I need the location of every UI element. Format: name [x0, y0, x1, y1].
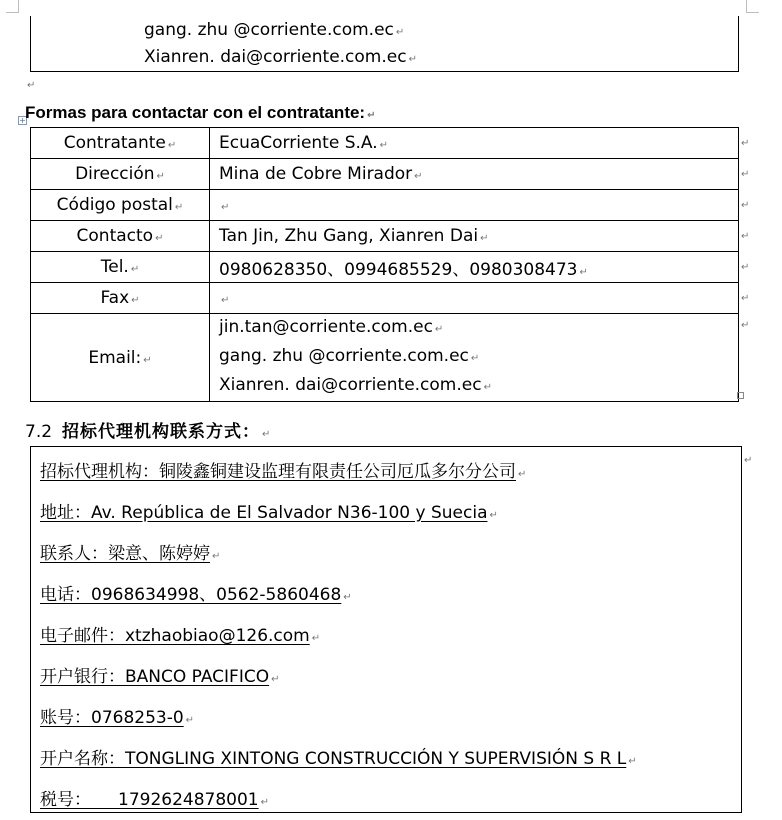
table-row [31, 128, 739, 159]
row-label: Dirección ↵ [31, 159, 210, 190]
row-label: Contratante ↵ [31, 128, 210, 159]
contact-table [30, 127, 739, 402]
table-resize-handle[interactable] [737, 392, 744, 399]
email-value: jin.tan@corriente.com.ec [219, 317, 433, 337]
row-label: Contacto ↵ [31, 221, 210, 252]
agency-name-line: 招标代理机构：铜陵鑫铜建设监理有限责任公司厄瓜多尔分公司 ↵ [40, 462, 527, 482]
continued-email-line: Xianren. dai@corriente.com.ec ↵ [144, 47, 417, 67]
continued-email-line: gang. zhu @corriente.com.ec ↵ [144, 20, 405, 40]
row-value: 0980628350、0994685529、0980308473 ↵ [210, 252, 739, 283]
row-value: Mina de Cobre Mirador ↵ [210, 159, 739, 190]
row-value: jin.tan@corriente.com.ec ↵ gang. zhu @corriente.com.ec ↵ Xianren. dai@corriente.com.ec ↵ [210, 314, 739, 402]
agency-address-line: 地址：Av. República de El Salvador N36-100 y Suecia ↵ [40, 503, 498, 523]
paragraph-mark: ↵ [27, 80, 36, 91]
row-label: Email: ↵ [31, 314, 210, 402]
table-row [31, 221, 739, 252]
row-label: Código postal ↵ [31, 190, 210, 221]
row-end-mark: ↵ [744, 455, 753, 466]
row-value: Tan Jin, Zhu Gang, Xianren Dai ↵ [210, 221, 739, 252]
agency-bank-line: 开户银行：BANCO PACIFICO ↵ [40, 667, 280, 687]
email-value: gang. zhu @corriente.com.ec [219, 346, 469, 366]
row-label: Tel. ↵ [31, 252, 210, 283]
table-row [31, 190, 739, 221]
agency-tax-line: 税号： 1792624878001 ↵ [40, 790, 270, 810]
row-value: ↵ [210, 190, 739, 221]
row-value: EcuaCorriente S.A. ↵ [210, 128, 739, 159]
crop-mark-right [746, 0, 759, 13]
agency-email-line: 电子邮件：xtzhaobiao@126.com ↵ [40, 626, 321, 646]
row-label: Fax ↵ [31, 283, 210, 314]
agency-info-box [30, 446, 742, 813]
contact-heading: Formas para contactar con el contratante: ↵ [25, 103, 376, 122]
section-heading: 7.2 招标代理机构联系方式： ↵ [25, 422, 271, 442]
table-row [31, 159, 739, 190]
agency-account-line: 账号：0768253-0 ↵ [40, 708, 195, 728]
email-continuation-box [30, 16, 739, 72]
table-move-handle-icon[interactable]: + [19, 116, 26, 125]
table-row [31, 283, 739, 314]
agency-phone-line: 电话：0968634998、0562-5860468 ↵ [40, 585, 352, 605]
agency-account-name-line: 开户名称：TONGLING XINTONG CONSTRUCCIÓN Y SUPERVISIÓN S R L ↵ [40, 749, 637, 769]
crop-mark-left [6, 0, 19, 13]
agency-contact-line: 联系人：梁意、陈婷婷 ↵ [40, 544, 221, 564]
table-row [31, 314, 739, 402]
table-row [31, 252, 739, 283]
email-value: Xianren. dai@corriente.com.ec [219, 375, 482, 395]
row-value: ↵ [210, 283, 739, 314]
